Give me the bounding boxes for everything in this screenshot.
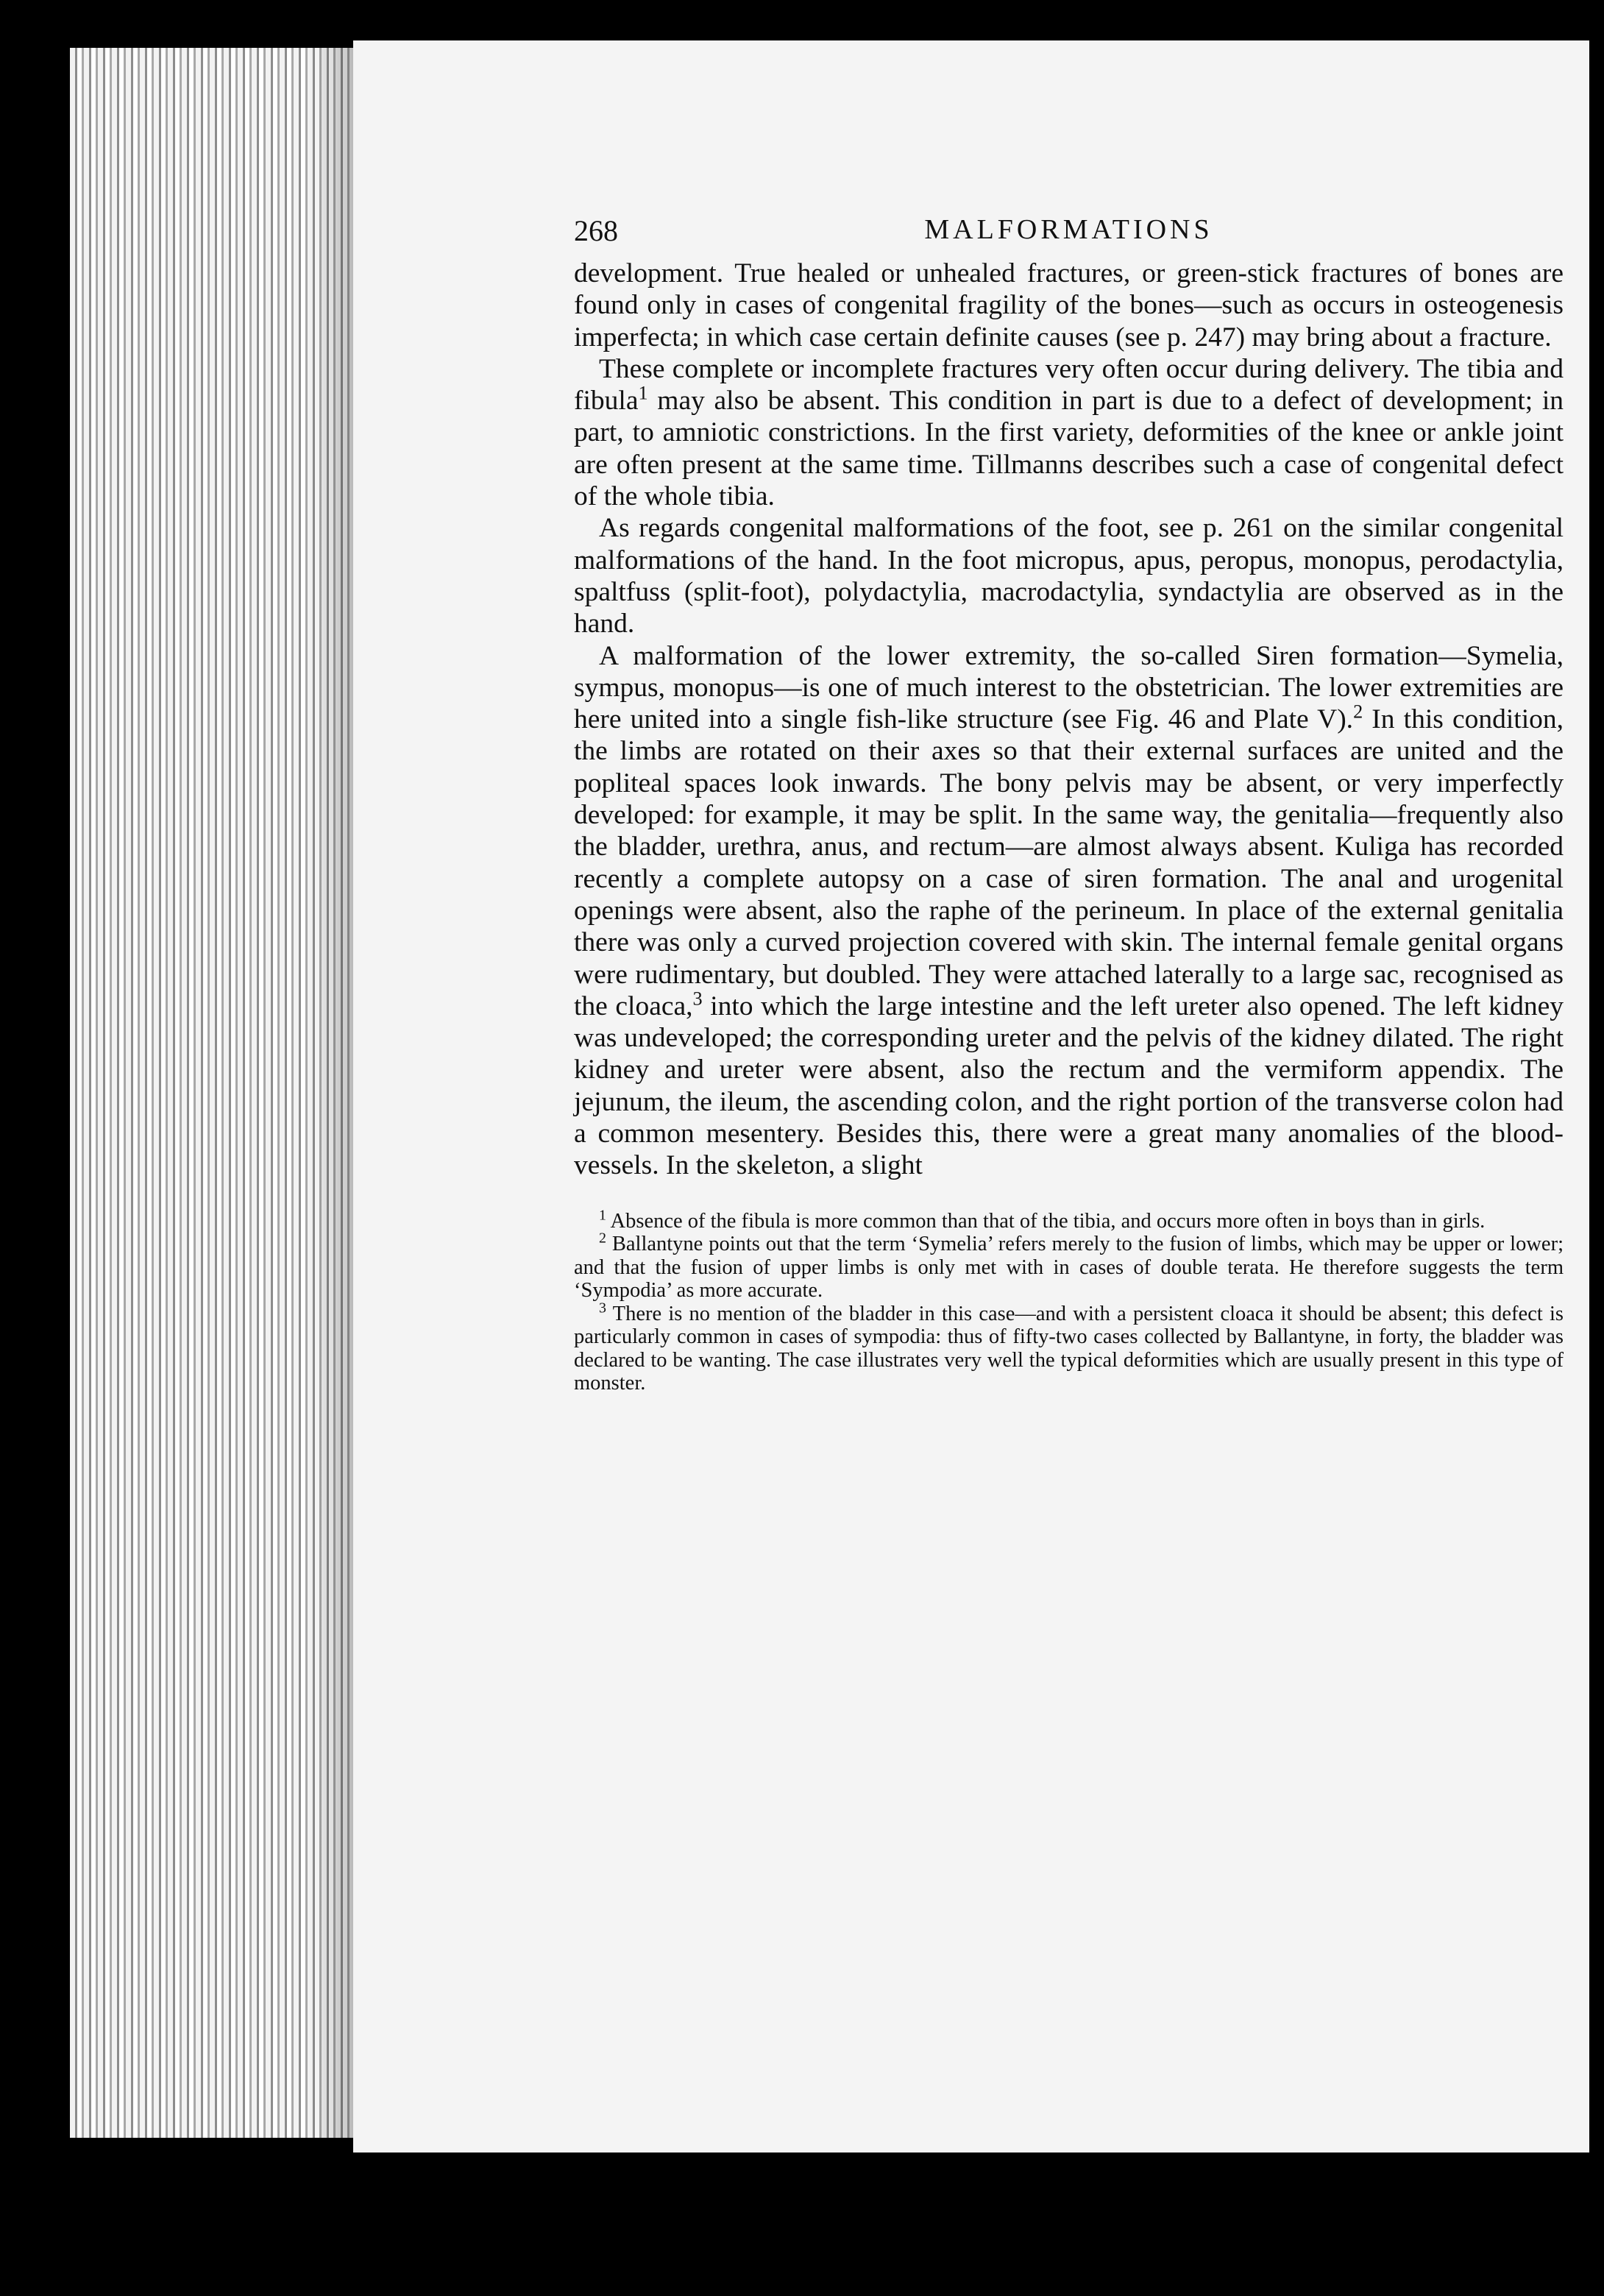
main-text bbox=[574, 258, 1564, 1182]
running-title: MALFORMATIONS bbox=[924, 214, 1213, 245]
footnote-1-mark: 1 bbox=[599, 1207, 606, 1224]
footnote-3-text: There is no mention of the bladder in this case—and with a persistent cloaca it should be absent; this defect is particularly common in cases of sympodia: thus of fifty-two cases collected by Ballantyne, in forty, the bladder was declared to be wanting. The case illustrates very well the typical deformities which are usually present in this type of monster. bbox=[574, 1302, 1564, 1395]
running-header bbox=[574, 206, 1564, 258]
paragraph-4 bbox=[574, 640, 1564, 1182]
paragraph-2-part-b: may also be absent. This condition in part is due to a defect of development; in part, to amniotic constrictions. In the first variety, deformities of the knee or ankle joint are often present at the same time. Tillmanns describes such a case of congenital defect of the whole tibia. bbox=[574, 386, 1564, 512]
paragraph-4-part-c: into which the large intestine and the left ureter also opened. The left kidney was undeveloped; the corresponding ureter and the pelvis of the kidney dilated. The right kidney and ureter were absent, also the rectum and the vermiform appendix. The jejunum, the ileum, the ascending colon, and the right portion of the transverse colon had a common mesentery. Besides this, there were a great many anomalies of the blood-vessels. In the skeleton, a slight bbox=[574, 991, 1564, 1181]
footnote-1 bbox=[574, 1207, 1564, 1233]
paragraph-1: development. True healed or unhealed fractures, or green-stick fractures of bones are found only in cases of congenital fragility of the bones—such as occurs in osteogenesis imperfecta; in which case certain definite causes (see p. 247) may bring about a fracture. bbox=[574, 258, 1564, 352]
footnote-ref-3: 3 bbox=[692, 988, 703, 1010]
footnotes bbox=[574, 1207, 1564, 1395]
page-text-block bbox=[574, 206, 1564, 1395]
paragraph-4-part-b: In this condition, the limbs are rotated on their axes so that their external surfaces are united and the popliteal spaces look inwards. The bony pelvis may be absent, or very imperfectly developed: for example, it may be split. In the same way, the genitalia—frequently also the bladder, urethra, anus, and rectum—are almost always absent. Kuliga has recorded recently a complete autopsy on a case of siren formation. The anal and urogenital openings were absent, also the raphe of the perineum. In place of the external genitalia there was only a curved projection covered with skin. The internal female genital organs were rudimentary, but doubled. They were attached laterally to a large sac, recognised as the cloaca, bbox=[574, 704, 1564, 1021]
paragraph-2-part-a: These complete or incomplete fractures very often occur during delivery. The tibia and fibula bbox=[574, 353, 1564, 417]
paragraph-3: As regards congenital malformations of the foot, see p. 261 on the similar congenital malformations of the hand. In the foot micropus, apus, peropus, monopus, perodactylia, spaltfuss (split-foot), polydactylia, macrodactylia, syndactylia are observed as in the hand. bbox=[574, 513, 1564, 639]
paragraph-4-part-a: A malformation of the lower extremity, the so-called Siren formation—Symelia, sympus, monopus—is one of much interest to the obstetrician. The lower extremities are here united into a single fish-like structure (see Fig. 46 and Plate V). bbox=[574, 640, 1564, 735]
footnote-2 bbox=[574, 1230, 1564, 1303]
book-page bbox=[353, 40, 1589, 2152]
footnote-ref-2: 2 bbox=[1353, 701, 1363, 723]
footnote-1-text: Absence of the fibula is more common than that of the tibia, and occurs more often in boys than in girls. bbox=[606, 1209, 1486, 1233]
footnote-ref-1: 1 bbox=[638, 382, 648, 404]
footnote-2-text: Ballantyne points out that the term ‘Symelia’ refers merely to the fusion of limbs, which may be upper or lower; and that the fusion of upper limbs is only met with in cases of double terata. He therefore suggests the term ‘Sympodia’ as more accurate. bbox=[574, 1233, 1564, 1303]
page-number: 268 bbox=[574, 214, 618, 247]
footnote-3 bbox=[574, 1300, 1564, 1395]
footnote-2-mark: 2 bbox=[599, 1230, 606, 1247]
footnote-3-mark: 3 bbox=[599, 1300, 606, 1317]
paragraph-2 bbox=[574, 353, 1564, 512]
